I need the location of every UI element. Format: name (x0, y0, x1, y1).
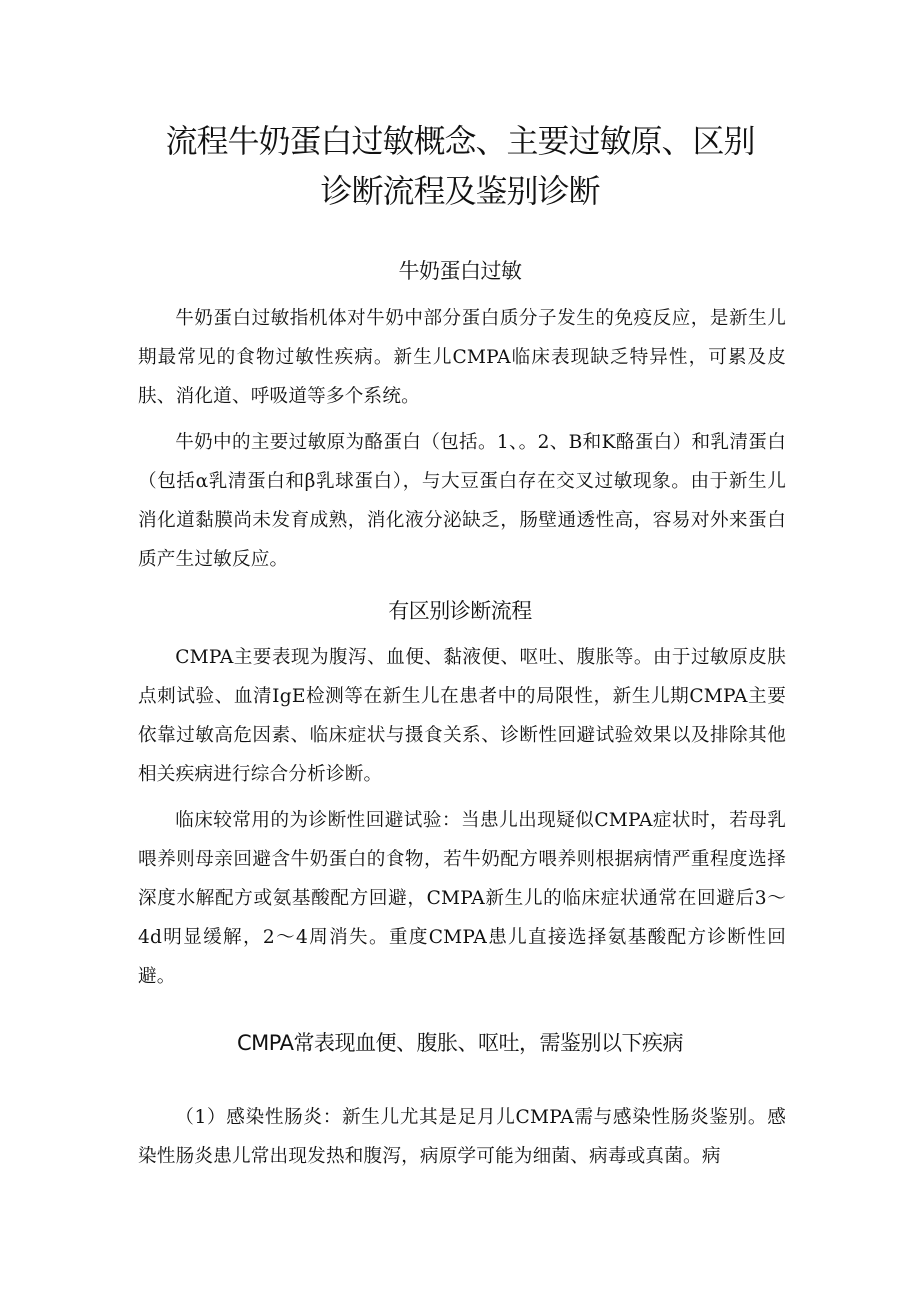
paragraph-allergens: 牛奶中的主要过敏原为酪蛋白（包括。1、。2、B和K酪蛋白）和乳清蛋白（包括α乳清蛋白和β乳球蛋白），与大豆蛋白存在交叉过敏现象。由于新生儿消化道黏膜尚未发育成熟，消化液分泌缺乏，肠壁通透性高，容易对外来蛋白质产生过敏反应。 (138, 432, 786, 570)
paragraph-avoidance-test: 临床较常用的为诊断性回避试验：当患儿出现疑似CMPA症状时，若母乳喂养则母亲回避含牛奶蛋白的食物，若牛奶配方喂养则根据病情严重程度选择深度水解配方或氨基酸配方回避，CMPA新生儿的临床症状通常在回避后3～4d明显缓解，2～4周消失。重度CMPA患儿直接选择氨基酸配方诊断性回避。 (138, 810, 786, 987)
paragraph-symptoms: CMPA主要表现为腹泻、血便、黏液便、呕吐、腹胀等。由于过敏原皮肤点刺试验、血清IgE检测等在新生儿在患者中的局限性，新生儿期CMPA主要依靠过敏高危因素、临床症状与摄食关系、诊断性回避试验效果以及排除其他相关疾病进行综合分析诊断。 (138, 647, 786, 785)
document-title-line-1: 流程牛奶蛋白过敏概念、主要过敏原、区别 (165, 122, 755, 160)
section-heading-cow-milk-allergy: 牛奶蛋白过敏 (398, 259, 522, 283)
section-heading-differential-diagnosis: CMPA常表现血便、腹胀、呕吐，需鉴别以下疾病 (237, 1031, 683, 1055)
document-title-line-2: 诊断流程及鉴别诊断 (320, 172, 600, 210)
paragraph-infectious-enteritis: （1）感染性肠炎：新生儿尤其是足月儿CMPA需与感染性肠炎鉴别。感染性肠炎患儿常出现发热和腹泻，病原学可能为细菌、病毒或真菌。病 (138, 1107, 786, 1167)
paragraph-definition: 牛奶蛋白过敏指机体对牛奶中部分蛋白质分子发生的免疫反应，是新生儿期最常见的食物过敏性疾病。新生儿CMPA临床表现缺乏特异性，可累及皮肤、消化道、呼吸道等多个系统。 (138, 308, 786, 407)
document-title (120, 116, 800, 216)
section-heading-diagnosis-process: 有区别诊断流程 (388, 599, 532, 623)
